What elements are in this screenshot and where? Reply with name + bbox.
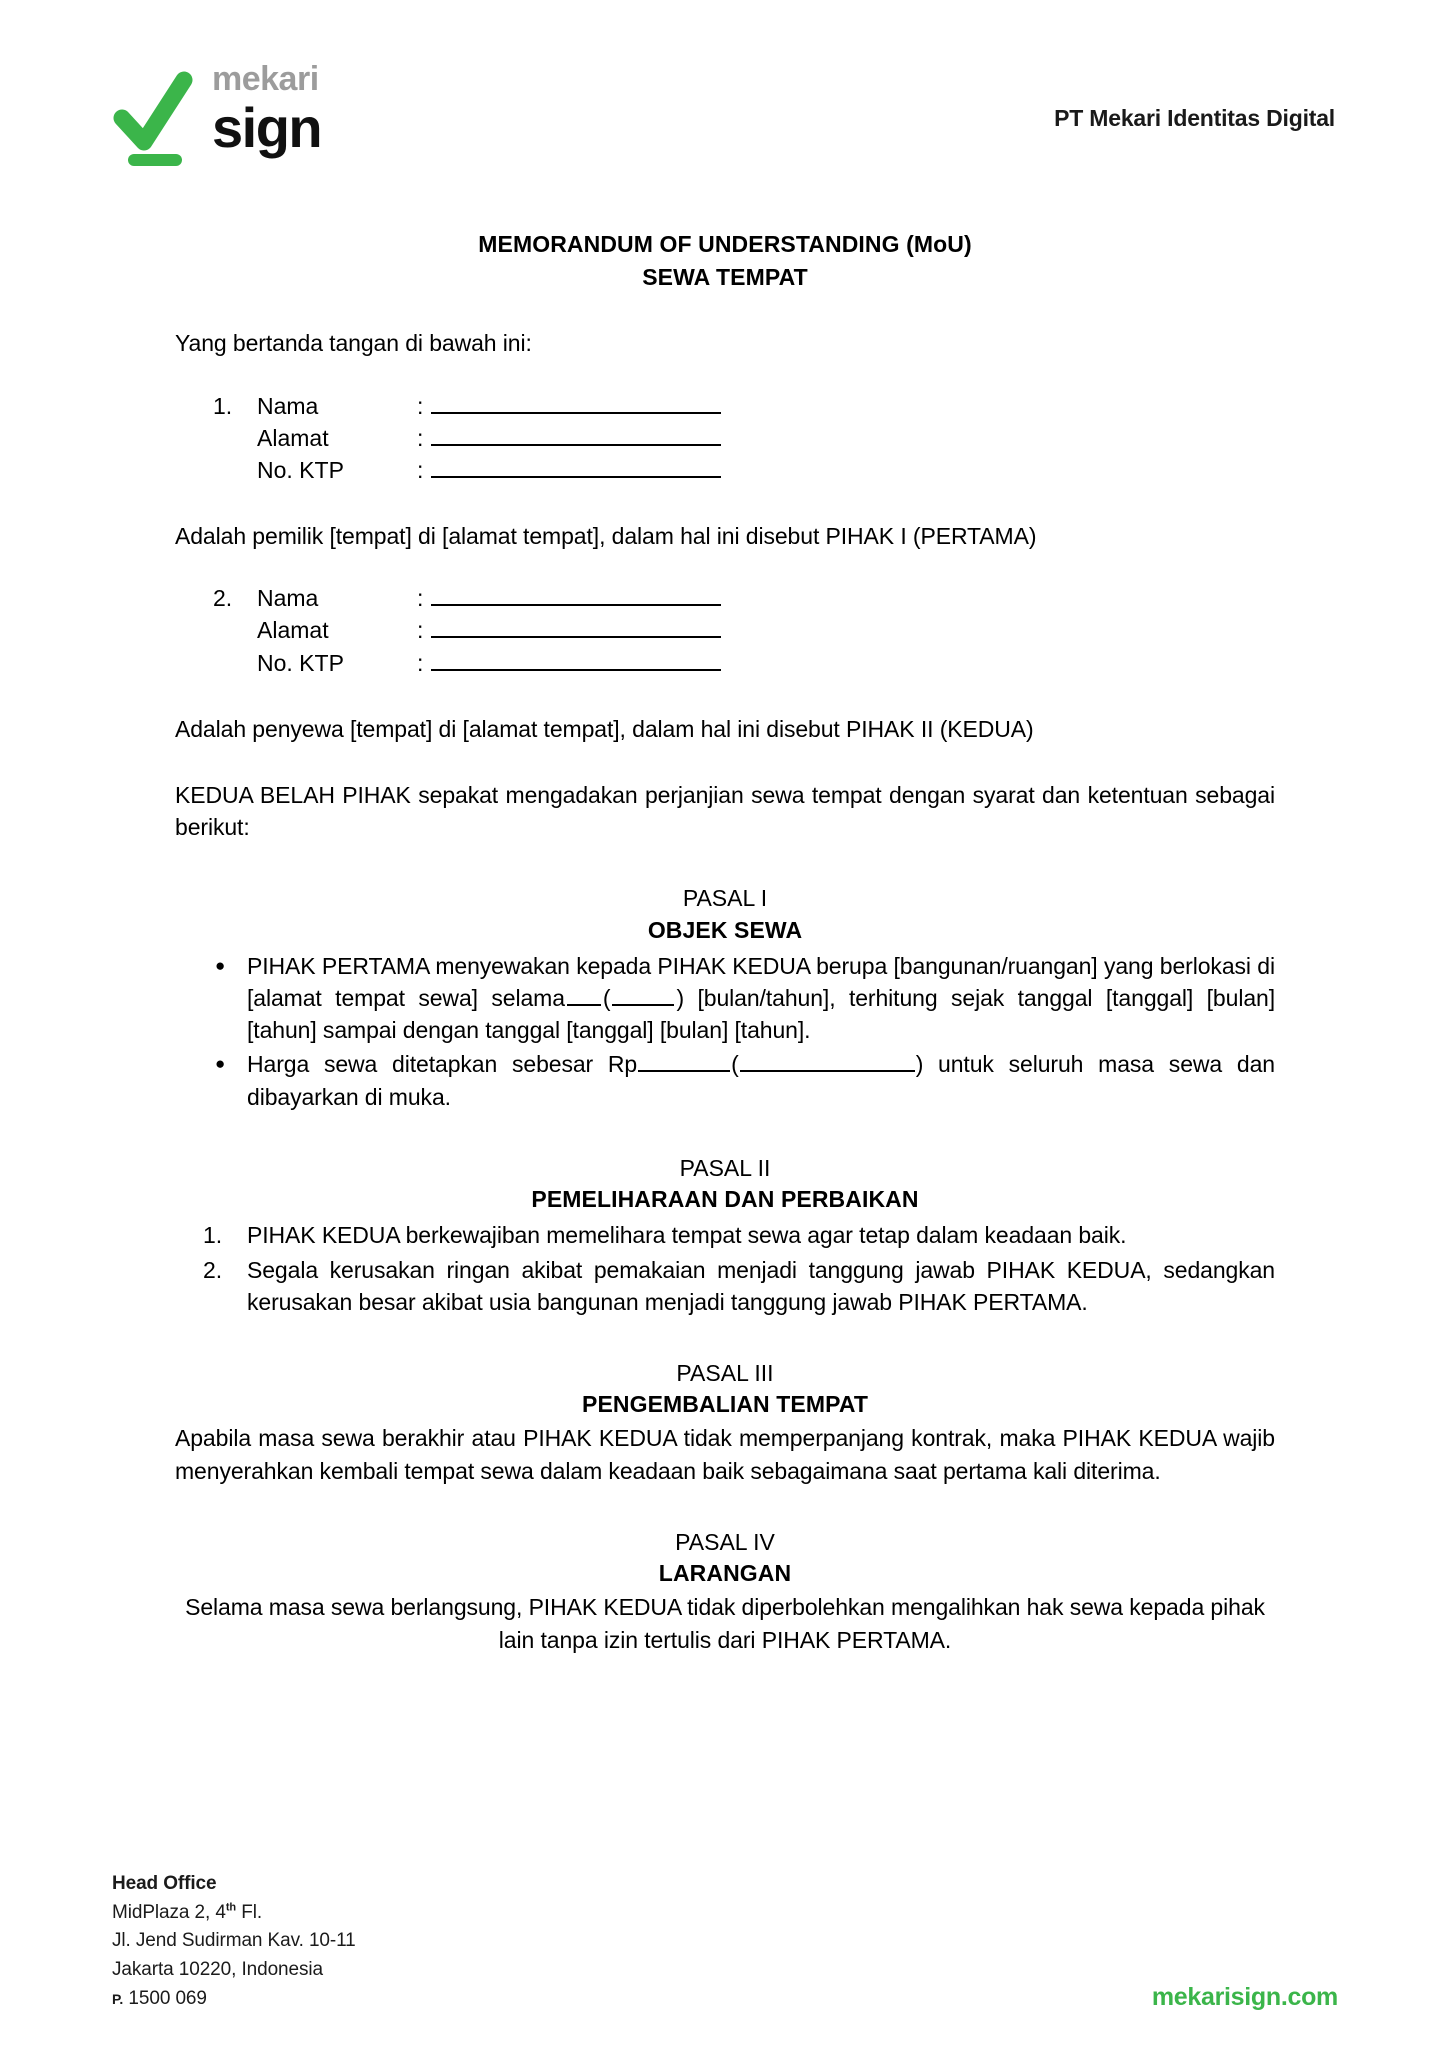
pasal-1-number: PASAL I [682, 885, 768, 912]
pasal-1-bullet-1-text-a: PIHAK PERTAMA menyewakan kepada PIHAK KEDUA berupa [bangunan/ruangan] yang berlokasi di [alamat tempat sewa] selama [247, 952, 1275, 1012]
pasal-1-bullet-2-text-c: ) untuk seluruh masa sewa dan dibayarkan di muka. [247, 1051, 1275, 1110]
party-two-caption: Adalah penyewa [tempat] di [alamat tempat], dalam hal ini disebut PIHAK II (KEDUA) [175, 715, 1034, 742]
fill-line-no-ktp[interactable] [431, 648, 721, 671]
label-alamat: Alamat [257, 424, 329, 451]
pasal-2-item-2 [175, 1254, 1275, 1318]
pasal-2-item-1 [175, 1219, 1275, 1251]
party-one-name-row [213, 390, 1275, 422]
party-two-address-row [213, 614, 1275, 646]
pasal-2-section [175, 1153, 1275, 1318]
party-two-name-row [213, 582, 1275, 614]
fill-line-nama[interactable] [431, 391, 721, 414]
pasal-4-section [175, 1527, 1275, 1656]
colon: : [417, 617, 424, 644]
pasal-1-bullet-2-text-b: ( [731, 1051, 739, 1078]
logo-wordmark [212, 58, 322, 159]
logo-mekari-text: mekari [212, 60, 319, 98]
mekari-sign-logo [108, 58, 321, 168]
label-alamat: Alamat [257, 617, 329, 644]
page-footer [112, 1870, 1338, 2014]
logo-sign-text: sign [212, 96, 322, 159]
party-one-number: 1. [213, 392, 233, 419]
colon: : [417, 392, 424, 419]
fill-line-price-words[interactable] [740, 1053, 915, 1072]
colon: : [417, 585, 424, 612]
pasal-1-section [175, 883, 1275, 1112]
fill-line-no-ktp[interactable] [431, 455, 721, 478]
party-two-ktp-row [213, 647, 1275, 679]
label-no-ktp: No. KTP [257, 649, 344, 676]
colon: : [417, 424, 424, 451]
company-name: PT Mekari Identitas Digital [1054, 105, 1335, 131]
pasal-4-body: Selama masa sewa berlangsung, PIHAK KEDUA tidak diperbolehkan mengalihkan hak sewa kepada pihak lain tanpa izin tertulis dari PIHAK PERTAMA. [185, 1594, 1265, 1653]
label-no-ktp: No. KTP [257, 456, 344, 483]
pasal-2-list [175, 1219, 1275, 1318]
pasal-1-bullet-2-text-a: Harga sewa ditetapkan sebesar Rp [247, 1051, 638, 1078]
bullet-icon: ● [215, 955, 226, 975]
pasal-2-title: PEMELIHARAAN DAN PERBAIKAN [531, 1186, 919, 1213]
pasal-4-number: PASAL IV [675, 1528, 775, 1555]
list-number: 2. [203, 1256, 222, 1283]
phone-label: P. [112, 1991, 124, 2008]
checkmark-icon [108, 58, 198, 168]
bullet-icon: ● [215, 1054, 226, 1074]
party-two-block [213, 582, 1275, 679]
pasal-1-list [175, 950, 1275, 1113]
fill-line-duration[interactable] [567, 987, 601, 1006]
page-header [0, 50, 1450, 170]
label-nama: Nama [257, 585, 319, 612]
pasal-1-bullet-1-text-b: ( [602, 985, 611, 1012]
agreement-intro: KEDUA BELAH PIHAK sepakat mengadakan perjanjian sewa tempat dengan syarat dan ketentuan sebagai berikut: [175, 782, 1275, 841]
party-one-ktp-row [213, 454, 1275, 486]
party-one-address-row [213, 422, 1275, 454]
intro-text: Yang bertanda tangan di bawah ini: [175, 330, 532, 357]
pasal-2-item-2-text: Segala kerusakan ringan akibat pemakaian menjadi tanggung jawab PIHAK KEDUA, sedangkan kerusakan besar akibat usia bangunan menjadi tanggung jawab PIHAK PERTAMA. [247, 1256, 1275, 1315]
party-one-caption: Adalah pemilik [tempat] di [alamat tempat], dalam hal ini disebut PIHAK I (PERTAMA) [175, 523, 1037, 550]
address-line-2: Jl. Jend Sudirman Kav. 10-11 [112, 1930, 356, 1952]
colon: : [417, 456, 424, 483]
party-one-block [213, 390, 1275, 487]
colon: : [417, 649, 424, 676]
fill-line-nama[interactable] [431, 583, 721, 606]
pasal-1-bullet-1 [175, 950, 1275, 1047]
fill-line-alamat[interactable] [431, 615, 721, 638]
fill-line-duration-words[interactable] [612, 987, 674, 1006]
document-title [175, 228, 1275, 293]
party-two-number: 2. [213, 585, 233, 612]
pasal-3-body: Apabila masa sewa berakhir atau PIHAK KEDUA tidak memperpanjang kontrak, maka PIHAK KEDUA wajib menyerahkan kembali tempat sewa dalam keadaan baik sebagaimana saat pertama kali diterima. [175, 1425, 1275, 1484]
pasal-3-section [175, 1358, 1275, 1487]
pasal-2-item-1-text: PIHAK KEDUA berkewajiban memelihara tempat sewa agar tetap dalam keadaan baik. [247, 1222, 1127, 1249]
address-line-3: Jakarta 10220, Indonesia [112, 1959, 323, 1981]
pasal-3-number: PASAL III [676, 1359, 774, 1386]
pasal-4-title: LARANGAN [658, 1560, 792, 1587]
pasal-1-bullet-2 [175, 1048, 1275, 1112]
list-number: 1. [203, 1222, 222, 1249]
document-title-line2: SEWA TEMPAT [642, 263, 808, 290]
pasal-1-title: OBJEK SEWA [647, 916, 803, 943]
address-line-1-pre: MidPlaza 2, 4 [112, 1901, 226, 1923]
label-nama: Nama [257, 392, 319, 419]
phone-number: 1500 069 [128, 1988, 207, 2010]
fill-line-alamat[interactable] [431, 423, 721, 446]
document-title-line1: MEMORANDUM OF UNDERSTANDING (MoU) [478, 231, 972, 257]
address-line-1-ordinal: th [225, 1901, 237, 1914]
address-line-1 [112, 1899, 1338, 1928]
fill-line-price[interactable] [638, 1053, 730, 1072]
document-body [175, 228, 1275, 1656]
pasal-2-number: PASAL II [679, 1154, 771, 1181]
address-line-1-post: Fl. [241, 1901, 263, 1923]
office-heading: Head Office [112, 1872, 217, 1894]
website-link[interactable]: mekarisign.com [1151, 1983, 1338, 2011]
pasal-1-bullet-1-text-c: ) [bulan/tahun], terhitung sejak tanggal [tanggal] [bulan] [tahun] sampai dengan tanggal [tanggal] [bulan] [tahun]. [247, 985, 1275, 1044]
pasal-3-title: PENGEMBALIAN TEMPAT [582, 1391, 868, 1418]
